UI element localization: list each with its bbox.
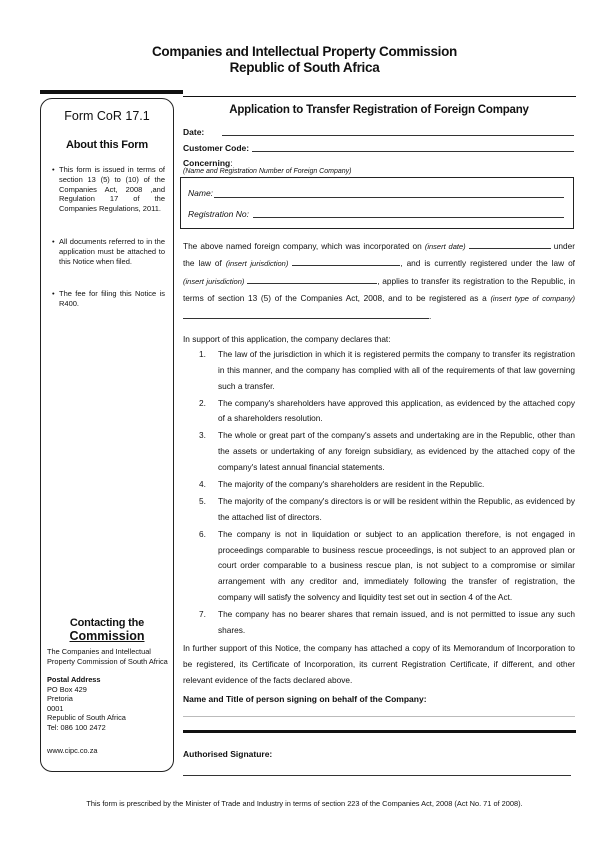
about-item: • The fee for filing this Notice is R400. (59, 289, 165, 309)
paragraph-hint: (insert jurisdiction) (225, 259, 289, 269)
item-text: The company is not in liquidation or subject to an application therefore, is not engaged in proceedings comparable to business rescue proceedings, is not subject to an approved plan or court order comparable to a business rescue plan, is not subject to a compromise or similar arrangement with any creditor and, immediately following the transfer of registration, the company will satisfy the solvency and liquidity test set out in section 4 of the Act. (218, 528, 575, 602)
company-name-field[interactable] (214, 197, 564, 198)
declaration-item (183, 347, 575, 394)
company-type-field[interactable] (183, 310, 432, 321)
form-title: Application to Transfer Registration of Foreign Company (229, 104, 529, 116)
sidebar-panel (40, 98, 174, 772)
date-label: Date: (183, 127, 205, 137)
item-text: The majority of the company's directors is or will be resident within the Republic, as evidenced by the attached list of directors. (218, 495, 575, 522)
signature-label: Authorised Signature: (183, 749, 273, 759)
form-number: Form CoR 17.1 (64, 109, 150, 123)
item-text: The company's shareholders have approved this application, as evidenced by the attached copy of a shareholders resolution. (218, 397, 575, 424)
sidebar-top-bar (40, 90, 183, 94)
item-text: The law of the jurisdiction in which it is registered permits the company to transfer its registration in this manner, and the company has complied with all of the requirements of that law governing such a transfer. (218, 349, 575, 391)
concerning-label: Concerning: (183, 158, 233, 168)
item-number: 5. (199, 495, 206, 506)
document-header (0, 44, 609, 76)
signer-name-field[interactable] (183, 716, 575, 717)
contact-org: The Companies and Intellectual Property Commission of South Africa (47, 647, 168, 666)
item-number: 3. (199, 430, 206, 441)
paragraph-hint: (insert date) (424, 242, 466, 251)
registration-number-label: Registration No: (188, 209, 249, 219)
paragraph-text: The above named foreign company, which was incorporated on (183, 241, 422, 251)
paragraph-hint: (insert jurisdiction) (183, 276, 245, 286)
title-top-rule (183, 96, 576, 97)
country-name: Republic of South Africa (229, 60, 380, 75)
postal-address (47, 675, 126, 733)
paragraph-text: . (429, 310, 432, 321)
about-item: • All documents referred to in the application must be attached to this Notice when filed. (59, 237, 165, 266)
item-text: The company has no bearer shares that remain issued, and is not permitted to issue any such shares. (218, 608, 575, 635)
concerning-note: (Name and Registration Number of Foreign Company) (183, 168, 352, 175)
about-item: • This form is issued in terms of section 13 (5) to (10) of the Companies Act, 2008 ,and Regulation 17 of the Companies Regulations, 2011. (59, 165, 165, 214)
section-divider (183, 730, 576, 733)
item-number: 2. (199, 397, 206, 408)
item-text: The whole or great part of the company's assets and undertaking are in the Republic, other than the assets or undertaking of any foreign subsidiary, as evidenced by the attached copy of the company's latest annual financial statements. (218, 430, 575, 472)
postal-label: Postal Address (47, 675, 101, 684)
contact-title-commission: Commission (69, 629, 145, 643)
declaration-item (183, 477, 575, 493)
declaration-item (183, 396, 575, 428)
about-list (59, 237, 165, 266)
item-number: 6. (199, 528, 206, 539)
postal-line: 0001 (47, 703, 64, 713)
about-title: About this Form (66, 139, 148, 151)
telephone: Tel: 086 100 2472 (47, 722, 106, 732)
company-name-label: Name: (188, 188, 214, 198)
website-link[interactable]: www.cipc.co.za (47, 746, 98, 755)
declaration-intro: In support of this application, the company declares that: (183, 334, 391, 344)
incorporation-jurisdiction-field[interactable] (292, 257, 400, 266)
declaration-list (183, 347, 575, 640)
about-list (59, 289, 165, 309)
item-text: The majority of the company's shareholders are resident in the Republic. (218, 478, 485, 489)
signature-field[interactable] (183, 775, 571, 776)
paragraph-text: , and is currently registered under the law of (400, 258, 575, 269)
declaration-item (183, 494, 575, 526)
registration-number-field[interactable] (253, 217, 564, 218)
paragraph-text: under the law of (183, 241, 575, 269)
item-number: 7. (199, 608, 206, 619)
postal-line: Republic of South Africa (47, 713, 126, 723)
contact-title: Contacting the (69, 617, 145, 629)
postal-line: PO Box 429 (47, 684, 87, 694)
declaration-item (183, 527, 575, 606)
company-box (180, 177, 574, 229)
commission-name: Companies and Intellectual Property Commission (151, 44, 458, 59)
item-number: 4. (199, 478, 206, 489)
incorporation-date-field[interactable] (469, 240, 551, 249)
signer-name-label: Name and Title of person signing on behalf of the Company: (183, 694, 427, 704)
item-number: 1. (199, 349, 206, 359)
customer-code-label: Customer Code: (183, 143, 250, 153)
further-support-paragraph: In further support of this Notice, the company has attached a copy of its Memorandum of Incorporation to be registered, its Certificate of Incorporation, its current Registration Certificate, if different, and other relevant evidence of the facts declared above. (183, 643, 575, 685)
declaration-item (183, 607, 575, 639)
paragraph-hint: (insert type of company) (490, 294, 575, 304)
declaration-item (183, 428, 575, 475)
current-jurisdiction-field[interactable] (247, 275, 377, 284)
transfer-paragraph (183, 238, 575, 325)
customer-code-field[interactable] (252, 151, 574, 152)
postal-line: Pretoria (47, 694, 73, 704)
date-field[interactable] (222, 135, 574, 136)
about-list (59, 165, 165, 214)
paragraph-text: , applies to transfer its registration to the Republic, in terms of section 13 (5) of the Companies Act, 2008, and to be registered as a (183, 275, 575, 304)
footer-note: This form is prescribed by the Minister of Trade and Industry in terms of section 223 of the Companies Act, 2008 (Act No. 71 of 2008). (86, 799, 523, 808)
